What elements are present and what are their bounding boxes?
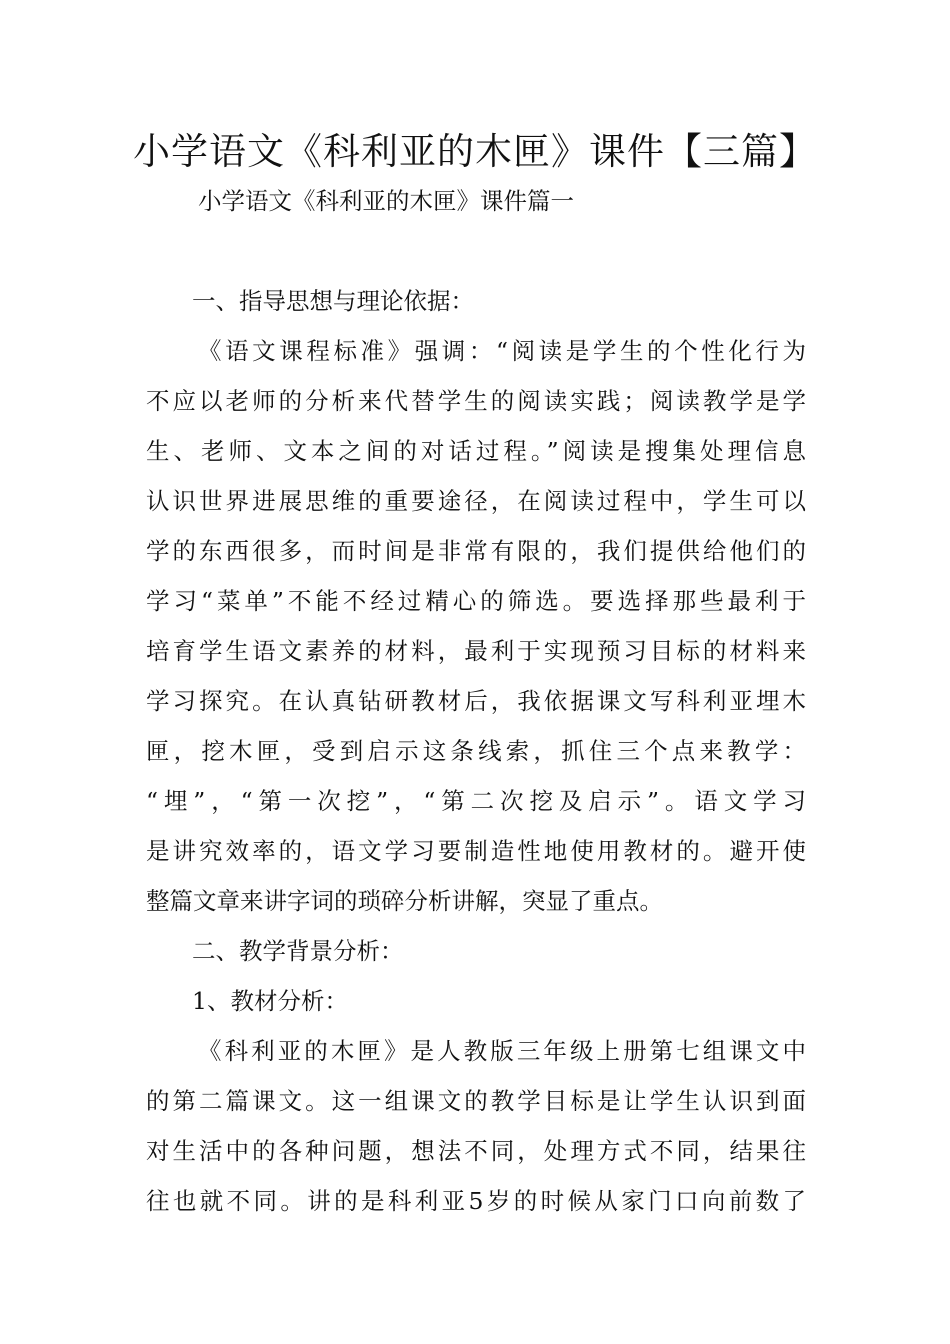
paragraph-line: 《语文课程标准》强调：“阅读是学生的个性化行为: [198, 337, 806, 365]
paragraph-line: 整篇文章来讲字词的琐碎分析讲解，突显了重点。: [146, 887, 663, 915]
section-subtitle: 小学语文《科利亚的木匣》课件篇一: [198, 187, 574, 215]
paragraph-line: 是讲究效率的，语文学习要制造性地使用教材的。避开使: [146, 837, 806, 865]
paragraph-line: 的第二篇课文。这一组课文的教学目标是让学生认识到面: [146, 1087, 806, 1115]
paragraph-line: 学习“菜单”不能不经过精心的筛选。要选择那些最利于: [146, 587, 806, 615]
paragraph-line: 学的东西很多，而时间是非常有限的，我们提供给他们的: [146, 537, 806, 565]
paragraph-line: 往也就不同。讲的是科利亚5岁的时候从家门口向前数了: [146, 1187, 806, 1215]
paragraph-line: 生、老师、文本之间的对话过程。”阅读是搜集处理信息: [146, 437, 806, 465]
paragraph-line: 认识世界进展思维的重要途径，在阅读过程中，学生可以: [146, 487, 806, 515]
heading-textbook-analysis: 1、教材分析：: [192, 987, 348, 1015]
heading-teaching-background: 二、教学背景分析：: [192, 937, 404, 965]
document-title: 小学语文《科利亚的木匣》课件【三篇】: [133, 130, 817, 173]
paragraph-line: 匣，挖木匣，受到启示这条线索，抓住三个点来教学：: [146, 737, 806, 765]
paragraph-line: 对生活中的各种问题，想法不同，处理方式不同，结果往: [146, 1137, 806, 1165]
heading-guiding-thought: 一、指导思想与理论依据：: [192, 287, 474, 315]
paragraph-line: “埋”，“第一次挖”，“第二次挖及启示”。语文学习: [146, 787, 806, 815]
paragraph-line: 学习探究。在认真钻研教材后，我依据课文写科利亚埋木: [146, 687, 806, 715]
paragraph-line: 不应以老师的分析来代替学生的阅读实践；阅读教学是学: [146, 387, 806, 415]
paragraph-line: 《科利亚的木匣》是人教版三年级上册第七组课文中: [198, 1037, 806, 1065]
paragraph-line: 培育学生语文素养的材料，最利于实现预习目标的材料来: [146, 637, 806, 665]
